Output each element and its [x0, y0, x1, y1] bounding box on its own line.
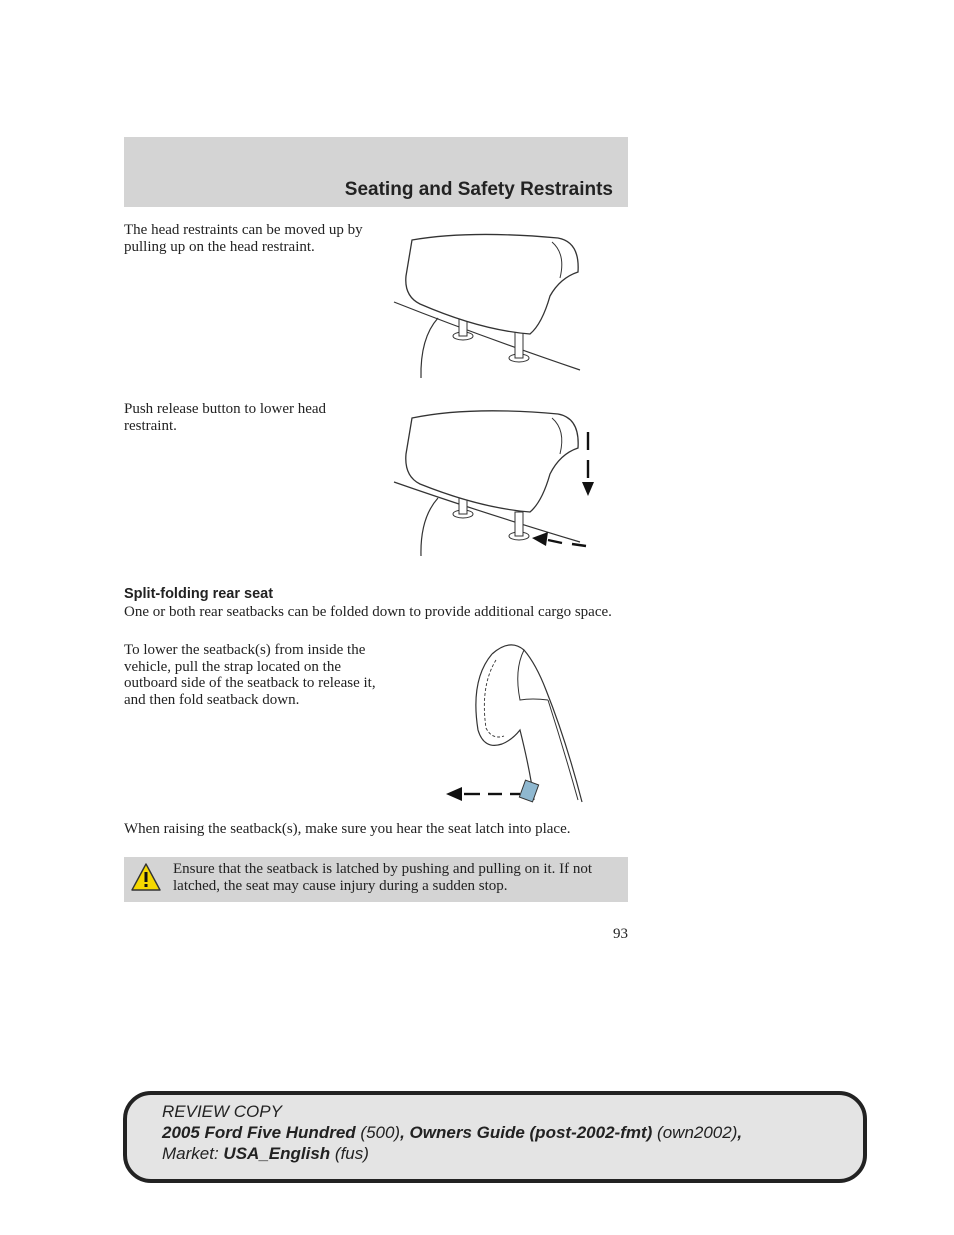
- footer-text: [162, 1101, 742, 1164]
- fold-seatback-text: To lower the seatback(s) from inside the vehicle, pull the strap located on the outboard side of the seatback to release it, and then fold seatback down.: [124, 642, 376, 708]
- split-seat-intro: One or both rear seatbacks can be folded down to provide additional cargo space.: [124, 604, 612, 620]
- headrest-lower-illustration: [390, 404, 610, 559]
- raise-headrest-text: The head restraints can be moved up by pulling up on the head restraint.: [124, 222, 363, 255]
- raise-seatback-text: When raising the seatback(s), make sure you hear the seat latch into place.: [124, 821, 571, 837]
- lower-headrest-text: Push release button to lower head restraint.: [124, 401, 327, 434]
- section-title: Seating and Safety Restraints: [344, 179, 613, 200]
- arrow-left-icon: [532, 532, 586, 546]
- arrow-down-icon: [582, 432, 594, 496]
- headrest-raise-illustration: [390, 228, 590, 380]
- page-number: 93: [613, 926, 628, 942]
- seatback-fold-illustration: [440, 640, 590, 805]
- split-seat-heading: Split-folding rear seat: [124, 586, 274, 602]
- review-copy-footer: [123, 1091, 867, 1183]
- warning-text: Ensure that the seatback is latched by pushing and pulling on it. If not latched, the seat may cause injury during a sudden stop.: [173, 861, 593, 894]
- footer-line-2: 2005 Ford Five Hundred (500), Owners Guide (post-2002-fmt) (own2002),: [162, 1123, 743, 1142]
- footer-review-copy: REVIEW COPY: [162, 1102, 282, 1121]
- warning-box: [124, 857, 628, 902]
- warning-triangle-icon: [130, 862, 162, 892]
- arrow-left-icon: [446, 787, 520, 801]
- footer-line-3: Market: USA_English (fus): [162, 1144, 369, 1163]
- section-header-band: [124, 137, 628, 207]
